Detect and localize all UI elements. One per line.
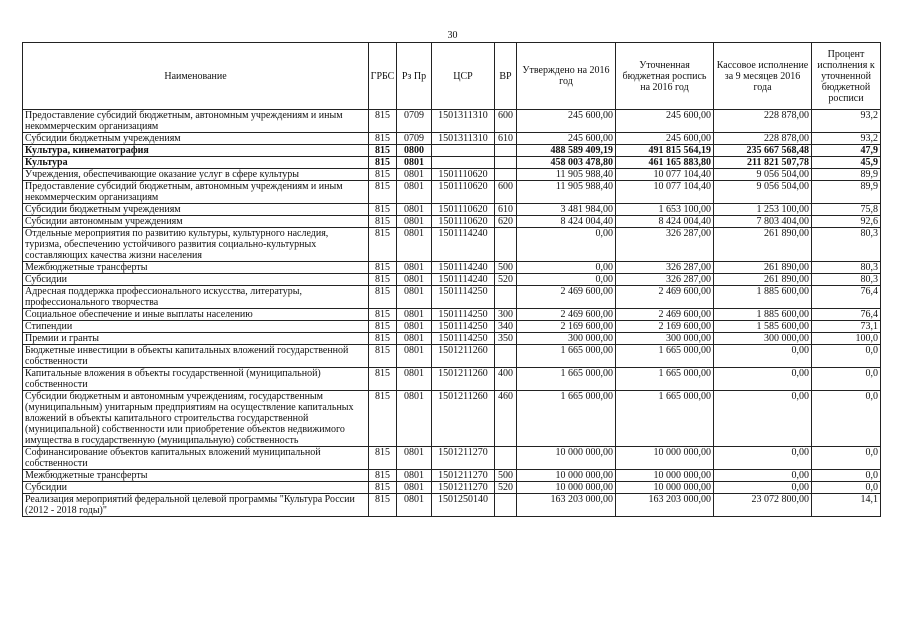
cell-refined: 245 600,00 (616, 133, 714, 145)
cell-approved: 245 600,00 (517, 133, 616, 145)
cell-vr: 400 (495, 368, 517, 391)
cell-csr (432, 145, 495, 157)
cell-grbs: 815 (369, 345, 397, 368)
cell-csr: 1501311310 (432, 133, 495, 145)
cell-grbs: 815 (369, 470, 397, 482)
cell-csr: 1501211260 (432, 345, 495, 368)
cell-rzpr: 0801 (397, 447, 432, 470)
cell-grbs: 815 (369, 286, 397, 309)
cell-csr: 1501311310 (432, 110, 495, 133)
cell-refined: 1 665 000,00 (616, 345, 714, 368)
cell-name: Адресная поддержка профессионального искусства, литературы, профессионального творчества (23, 286, 369, 309)
cell-vr: 340 (495, 321, 517, 333)
table-row (23, 345, 881, 368)
table-row (23, 447, 881, 470)
cell-cash: 9 056 504,00 (714, 181, 812, 204)
cell-refined: 300 000,00 (616, 333, 714, 345)
cell-rzpr: 0801 (397, 494, 432, 517)
cell-name: Культура, кинематография (23, 145, 369, 157)
cell-rzpr: 0801 (397, 216, 432, 228)
table-row (23, 494, 881, 517)
cell-cash: 1 885 600,00 (714, 286, 812, 309)
cell-percent: 0,0 (812, 482, 881, 494)
cell-refined: 2 469 600,00 (616, 286, 714, 309)
cell-name: Отдельные мероприятия по развитию культуры, культурного наследия, туризма, обеспечению устойчивого развития социально-культурных составляющих качества жизни населения (23, 228, 369, 262)
cell-name: Субсидии бюджетным и автономным учреждениям, государственным (муниципальным) унитарным предприятиям на осуществление капитальных вложений в объекты капитального строительства государственной (муниципальной) собственности или приобретение объектов недвижимого имущества в государственную (муниципальную) собственность (23, 391, 369, 447)
cell-name: Межбюджетные трансферты (23, 262, 369, 274)
cell-approved: 300 000,00 (517, 333, 616, 345)
cell-approved: 1 665 000,00 (517, 345, 616, 368)
cell-refined: 1 665 000,00 (616, 391, 714, 447)
cell-cash: 0,00 (714, 345, 812, 368)
header-csr: ЦСР (432, 43, 495, 110)
cell-rzpr: 0801 (397, 274, 432, 286)
cell-name: Стипендии (23, 321, 369, 333)
cell-csr: 1501114250 (432, 333, 495, 345)
cell-vr (495, 157, 517, 169)
cell-name: Реализация мероприятий федеральной целевой программы "Культура России (2012 - 2018 годы)" (23, 494, 369, 517)
cell-grbs: 815 (369, 391, 397, 447)
table-row (23, 110, 881, 133)
cell-refined: 326 287,00 (616, 262, 714, 274)
cell-approved: 1 665 000,00 (517, 391, 616, 447)
cell-refined: 245 600,00 (616, 110, 714, 133)
cell-percent: 89,9 (812, 169, 881, 181)
cell-vr: 620 (495, 216, 517, 228)
cell-csr: 1501211270 (432, 482, 495, 494)
cell-vr (495, 145, 517, 157)
cell-cash: 261 890,00 (714, 228, 812, 262)
cell-refined: 10 000 000,00 (616, 470, 714, 482)
cell-refined: 10 000 000,00 (616, 447, 714, 470)
table-row (23, 274, 881, 286)
table-row (23, 309, 881, 321)
cell-vr: 460 (495, 391, 517, 447)
cell-grbs: 815 (369, 110, 397, 133)
cell-grbs: 815 (369, 309, 397, 321)
cell-csr: 1501114250 (432, 286, 495, 309)
header-refined: Уточненная бюджетная роспись на 2016 год (616, 43, 714, 110)
cell-name: Социальное обеспечение и иные выплаты населению (23, 309, 369, 321)
cell-csr: 1501211270 (432, 470, 495, 482)
table-row (23, 368, 881, 391)
cell-percent: 80,3 (812, 262, 881, 274)
cell-cash: 0,00 (714, 470, 812, 482)
cell-percent: 93,2 (812, 133, 881, 145)
table-row (23, 181, 881, 204)
cell-csr: 1501110620 (432, 169, 495, 181)
cell-vr: 610 (495, 204, 517, 216)
cell-name: Субсидии бюджетным учреждениям (23, 204, 369, 216)
cell-vr (495, 494, 517, 517)
cell-refined: 8 424 004,40 (616, 216, 714, 228)
table-row (23, 482, 881, 494)
cell-cash: 1 585 600,00 (714, 321, 812, 333)
header-rzpr: Рз Пр (397, 43, 432, 110)
cell-percent: 76,4 (812, 309, 881, 321)
cell-vr: 600 (495, 181, 517, 204)
cell-refined: 491 815 564,19 (616, 145, 714, 157)
cell-approved: 458 003 478,80 (517, 157, 616, 169)
cell-vr: 500 (495, 470, 517, 482)
cell-approved: 1 665 000,00 (517, 368, 616, 391)
cell-grbs: 815 (369, 216, 397, 228)
cell-rzpr: 0801 (397, 157, 432, 169)
cell-cash: 300 000,00 (714, 333, 812, 345)
cell-csr: 1501211270 (432, 447, 495, 470)
cell-refined: 1 653 100,00 (616, 204, 714, 216)
cell-csr: 1501114240 (432, 262, 495, 274)
table-row (23, 391, 881, 447)
cell-percent: 76,4 (812, 286, 881, 309)
cell-grbs: 815 (369, 133, 397, 145)
cell-rzpr: 0801 (397, 169, 432, 181)
cell-grbs: 815 (369, 333, 397, 345)
cell-refined: 1 665 000,00 (616, 368, 714, 391)
cell-name: Предоставление субсидий бюджетным, автономным учреждениям и иным некоммерческим организациям (23, 110, 369, 133)
cell-csr: 1501250140 (432, 494, 495, 517)
cell-percent: 14,1 (812, 494, 881, 517)
cell-approved: 11 905 988,40 (517, 169, 616, 181)
page-number: 30 (447, 30, 458, 41)
cell-grbs: 815 (369, 494, 397, 517)
cell-cash: 23 072 800,00 (714, 494, 812, 517)
cell-refined: 10 077 104,40 (616, 169, 714, 181)
cell-refined: 2 169 600,00 (616, 321, 714, 333)
cell-approved: 10 000 000,00 (517, 447, 616, 470)
cell-csr: 1501114240 (432, 274, 495, 286)
cell-percent: 0,0 (812, 470, 881, 482)
cell-name: Межбюджетные трансферты (23, 470, 369, 482)
header-vr: ВР (495, 43, 517, 110)
cell-rzpr: 0801 (397, 345, 432, 368)
cell-percent: 0,0 (812, 391, 881, 447)
cell-vr: 600 (495, 110, 517, 133)
cell-rzpr: 0801 (397, 470, 432, 482)
table-row (23, 262, 881, 274)
cell-grbs: 815 (369, 368, 397, 391)
cell-percent: 0,0 (812, 447, 881, 470)
cell-rzpr: 0801 (397, 333, 432, 345)
cell-approved: 0,00 (517, 262, 616, 274)
cell-percent: 75,8 (812, 204, 881, 216)
table-row (23, 133, 881, 145)
cell-name: Бюджетные инвестиции в объекты капитальных вложений государственной собственности (23, 345, 369, 368)
cell-approved: 245 600,00 (517, 110, 616, 133)
cell-rzpr: 0801 (397, 482, 432, 494)
header-cash: Кассовое исполнение за 9 месяцев 2016 года (714, 43, 812, 110)
cell-name: Премии и гранты (23, 333, 369, 345)
cell-csr: 1501114240 (432, 228, 495, 262)
cell-name: Субсидии (23, 482, 369, 494)
cell-vr: 610 (495, 133, 517, 145)
cell-refined: 461 165 883,80 (616, 157, 714, 169)
cell-cash: 261 890,00 (714, 262, 812, 274)
cell-grbs: 815 (369, 204, 397, 216)
cell-refined: 10 000 000,00 (616, 482, 714, 494)
cell-name: Субсидии автономным учреждениям (23, 216, 369, 228)
table-row (23, 333, 881, 345)
cell-grbs: 815 (369, 482, 397, 494)
cell-grbs: 815 (369, 447, 397, 470)
cell-csr: 1501110620 (432, 216, 495, 228)
cell-vr (495, 228, 517, 262)
table-body (23, 110, 881, 517)
table-row (23, 321, 881, 333)
cell-csr: 1501211260 (432, 368, 495, 391)
cell-approved: 3 481 984,00 (517, 204, 616, 216)
cell-percent: 89,9 (812, 181, 881, 204)
header-percent: Процент исполнения к уточненной бюджетной росписи (812, 43, 881, 110)
header-grbs: ГРБС (369, 43, 397, 110)
cell-rzpr: 0801 (397, 228, 432, 262)
cell-vr: 520 (495, 274, 517, 286)
cell-name: Субсидии бюджетным учреждениям (23, 133, 369, 145)
cell-approved: 2 469 600,00 (517, 309, 616, 321)
cell-rzpr: 0709 (397, 110, 432, 133)
cell-approved: 11 905 988,40 (517, 181, 616, 204)
cell-cash: 261 890,00 (714, 274, 812, 286)
cell-refined: 326 287,00 (616, 228, 714, 262)
cell-cash: 235 667 568,48 (714, 145, 812, 157)
cell-name: Субсидии (23, 274, 369, 286)
cell-vr (495, 169, 517, 181)
cell-cash: 0,00 (714, 391, 812, 447)
cell-cash: 228 878,00 (714, 110, 812, 133)
cell-csr: 1501114250 (432, 321, 495, 333)
cell-vr (495, 447, 517, 470)
cell-vr: 520 (495, 482, 517, 494)
cell-cash: 7 803 404,00 (714, 216, 812, 228)
cell-cash: 228 878,00 (714, 133, 812, 145)
table-row (23, 228, 881, 262)
cell-grbs: 815 (369, 321, 397, 333)
cell-cash: 0,00 (714, 368, 812, 391)
cell-percent: 0,0 (812, 345, 881, 368)
cell-grbs: 815 (369, 262, 397, 274)
cell-csr: 1501110620 (432, 204, 495, 216)
cell-vr: 350 (495, 333, 517, 345)
cell-rzpr: 0801 (397, 321, 432, 333)
cell-percent: 93,2 (812, 110, 881, 133)
table-row (23, 286, 881, 309)
cell-name: Предоставление субсидий бюджетным, автономным учреждениям и иным некоммерческим организациям (23, 181, 369, 204)
cell-vr (495, 345, 517, 368)
cell-cash: 0,00 (714, 447, 812, 470)
cell-grbs: 815 (369, 181, 397, 204)
header-name: Наименование (23, 43, 369, 110)
cell-cash: 211 821 507,78 (714, 157, 812, 169)
cell-vr: 300 (495, 309, 517, 321)
table-header-row (23, 43, 881, 110)
table-row (23, 470, 881, 482)
table-row (23, 169, 881, 181)
cell-approved: 488 589 409,19 (517, 145, 616, 157)
cell-cash: 1 885 600,00 (714, 309, 812, 321)
cell-cash: 9 056 504,00 (714, 169, 812, 181)
cell-rzpr: 0801 (397, 286, 432, 309)
cell-csr: 1501110620 (432, 181, 495, 204)
table-row (23, 204, 881, 216)
cell-approved: 2 469 600,00 (517, 286, 616, 309)
cell-rzpr: 0801 (397, 368, 432, 391)
cell-approved: 163 203 000,00 (517, 494, 616, 517)
table-row (23, 157, 881, 169)
cell-rzpr: 0801 (397, 391, 432, 447)
cell-refined: 2 469 600,00 (616, 309, 714, 321)
cell-rzpr: 0800 (397, 145, 432, 157)
budget-table (22, 42, 881, 517)
table-row (23, 145, 881, 157)
cell-approved: 8 424 004,40 (517, 216, 616, 228)
cell-rzpr: 0801 (397, 262, 432, 274)
cell-csr: 1501211260 (432, 391, 495, 447)
cell-percent: 92,6 (812, 216, 881, 228)
header-approved: Утверждено на 2016 год (517, 43, 616, 110)
cell-approved: 0,00 (517, 274, 616, 286)
cell-percent: 80,3 (812, 274, 881, 286)
cell-csr (432, 157, 495, 169)
cell-approved: 10 000 000,00 (517, 482, 616, 494)
table-row (23, 216, 881, 228)
cell-percent: 73,1 (812, 321, 881, 333)
cell-name: Культура (23, 157, 369, 169)
cell-name: Софинансирование объектов капитальных вложений муниципальной собственности (23, 447, 369, 470)
cell-csr: 1501114250 (432, 309, 495, 321)
cell-approved: 0,00 (517, 228, 616, 262)
cell-rzpr: 0709 (397, 133, 432, 145)
cell-cash: 1 253 100,00 (714, 204, 812, 216)
cell-name: Учреждения, обеспечивающие оказание услуг в сфере культуры (23, 169, 369, 181)
cell-vr (495, 286, 517, 309)
cell-grbs: 815 (369, 157, 397, 169)
cell-percent: 0,0 (812, 368, 881, 391)
cell-approved: 10 000 000,00 (517, 470, 616, 482)
cell-grbs: 815 (369, 169, 397, 181)
cell-refined: 10 077 104,40 (616, 181, 714, 204)
cell-refined: 163 203 000,00 (616, 494, 714, 517)
cell-vr: 500 (495, 262, 517, 274)
cell-rzpr: 0801 (397, 181, 432, 204)
cell-cash: 0,00 (714, 482, 812, 494)
cell-grbs: 815 (369, 145, 397, 157)
cell-percent: 47,9 (812, 145, 881, 157)
cell-percent: 45,9 (812, 157, 881, 169)
cell-rzpr: 0801 (397, 204, 432, 216)
cell-percent: 100,0 (812, 333, 881, 345)
cell-name: Капитальные вложения в объекты государственной (муниципальной) собственности (23, 368, 369, 391)
cell-grbs: 815 (369, 228, 397, 262)
cell-grbs: 815 (369, 274, 397, 286)
cell-approved: 2 169 600,00 (517, 321, 616, 333)
cell-rzpr: 0801 (397, 309, 432, 321)
cell-percent: 80,3 (812, 228, 881, 262)
cell-refined: 326 287,00 (616, 274, 714, 286)
